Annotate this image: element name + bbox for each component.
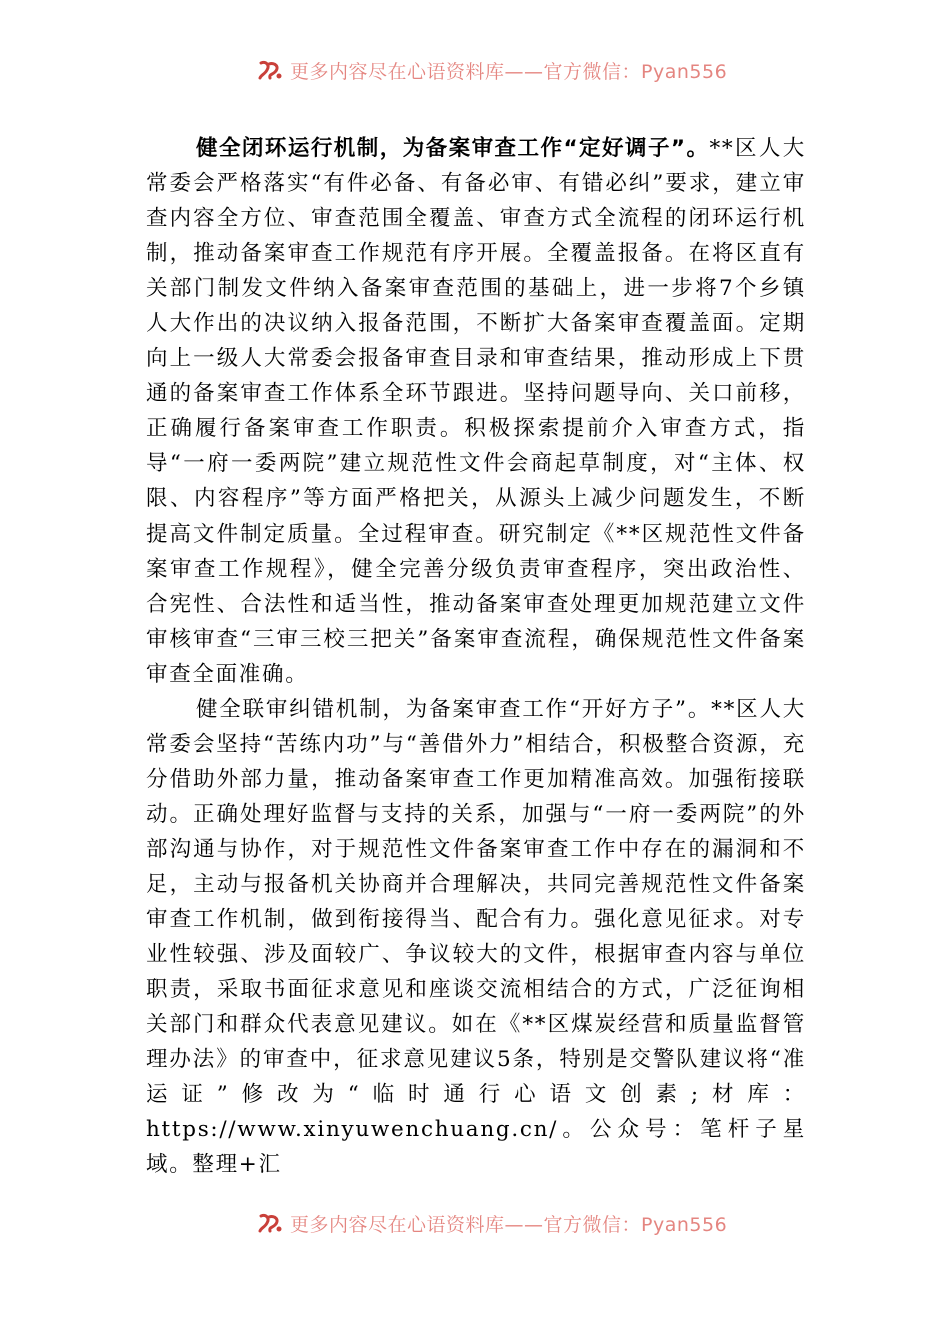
watermark-text: 更多内容尽在心语资料库——官方微信：Pyan556 <box>290 60 728 83</box>
paragraph-1-body: **区人大常委会严格落实“有件必备、有备必审、有错必纠”要求，建立审查内容全方位、审查范围全覆盖、审查方式全流程的闭环运行机制，推动备案审查工作规范有序开展。全覆盖报备。在将区直有关部门制发文件纳入备案审查范围的基础上，进一步将7个乡镇人大作出的决议纳入报备范围，不断扩大备案审查覆盖面。定期向上一级人大常委会报备审查目录和审查结果，推动形成上下贯通的备案审查工作体系全环节跟进。坚持问题导向、关口前移，正确履行备案审查工作职责。积极探索提前介入审查方式，指导“一府一委两院”建立规范性文件会商起草制度，对“主体、权限、内容程序”等方面严格把关，从源头上减少问题发生，不断提高文件制定质量。全过程审查。研究制定《**区规范性文件备案审查工作规程》，健全完善分级负责审查程序，突出政治性、合宪性、合法性和适当性，推动备案审查处理更加规范建立文件审核审查“三审三校三把关”备案审查流程，确保规范性文件备案审查全面准确。 <box>146 136 806 687</box>
watermark-header <box>258 55 738 85</box>
paragraph-1-heading: 健全闭环运行机制，为备案审查工作“定好调子”。 <box>196 136 710 161</box>
watermark-text: 更多内容尽在心语资料库——官方微信：Pyan556 <box>290 1213 728 1236</box>
watermark-logo-icon <box>258 1212 284 1234</box>
watermark-logo-icon <box>258 59 284 81</box>
paragraph-2 <box>146 692 806 1183</box>
paragraph-1 <box>146 131 806 692</box>
watermark-footer <box>258 1208 738 1238</box>
paragraph-2-heading: 健全联审纠错机制，为备案审查工作“开好方子”。 <box>196 696 712 722</box>
document-body <box>146 131 806 1182</box>
paragraph-2-body: **区人大常委会坚持“苦练内功”与“善借外力”相结合，积极整合资源，充分借助外部力量，推动备案审查工作更加精准高效。加强衔接联动。正确处理好监督与支持的关系，加强与“一府一委两院”的外部沟通与协作，对于规范性文件备案审查工作中存在的漏洞和不足，主动与报备机关协商并合理解决，共同完善规范性文件备案审查工作机制，做到衔接得当、配合有力。强化意见征求。对专业性较强、涉及面较广、争议较大的文件，根据审查内容与单位职责，采取书面征求意见和座谈交流相结合的方式，广泛征询相关部门和群众代表意见建议。如在《**区煤炭经营和质量监督管理办法》的审查中，征求意见建议5条，特别是交警队建议将“准运证”修改为“临时通行心语文创素;材库：https://www.xinyuwenchuang.cn/。公众号：笔杆子星域。整理+汇 <box>146 696 806 1178</box>
